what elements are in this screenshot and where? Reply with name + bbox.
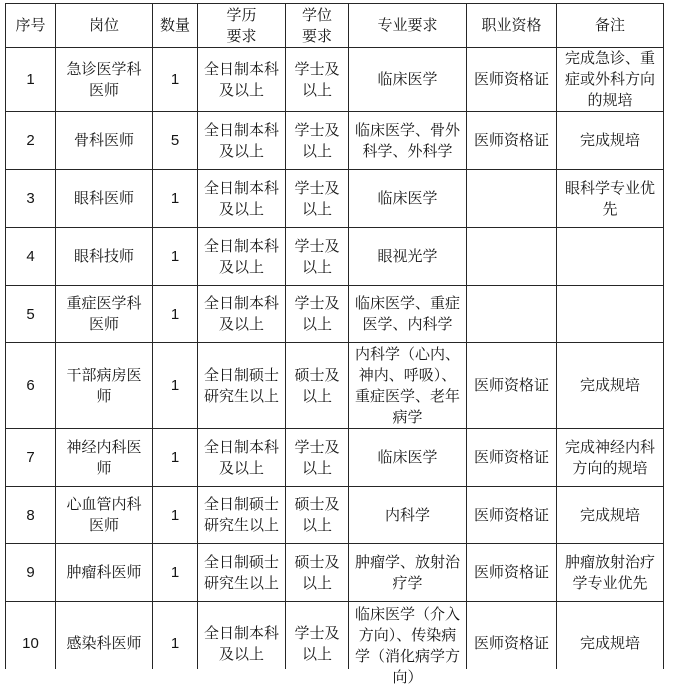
cell-quantity <box>153 112 198 170</box>
cell-major <box>349 48 467 112</box>
cell-quantity-text: 1 <box>170 449 180 466</box>
cell-major-text: 临床医学、骨外科学、外科学 <box>354 121 460 160</box>
cell-major-text: 临床医学（介入方向）、传染病学（消化病学方向） <box>354 606 460 686</box>
cell-education <box>198 602 286 670</box>
cell-remarks <box>557 112 664 170</box>
cell-remarks <box>557 228 664 286</box>
header-degree <box>286 4 349 48</box>
cell-education <box>198 429 286 487</box>
header-quantity <box>153 4 198 48</box>
cell-remarks-text: 完成规培 <box>579 506 640 524</box>
cell-degree-text: 学士及以上 <box>294 60 340 99</box>
cell-degree <box>286 112 349 170</box>
cell-quantity <box>153 544 198 602</box>
cell-major <box>349 487 467 544</box>
cell-education <box>198 48 286 112</box>
header-remarks-label: 备注 <box>594 17 625 34</box>
table-row <box>6 48 664 112</box>
cell-qualification <box>467 544 557 602</box>
table-row <box>6 228 664 286</box>
cell-education-text: 全日制本科及以上 <box>203 237 279 276</box>
cell-major-text: 内科学 <box>384 506 430 524</box>
cell-major <box>349 602 467 686</box>
cell-degree-text: 学士及以上 <box>294 438 340 477</box>
positions-table <box>5 3 664 686</box>
cell-quantity-text: 1 <box>170 564 180 581</box>
cell-degree <box>286 286 349 343</box>
cell-seq <box>6 48 56 112</box>
cell-quantity <box>153 487 198 544</box>
table-row <box>6 602 664 670</box>
cell-quantity-text: 1 <box>170 377 180 394</box>
table-row <box>6 170 664 228</box>
cell-education-text: 全日制本科及以上 <box>203 625 279 663</box>
cell-seq <box>6 228 56 286</box>
cell-position-text: 肿瘤科医师 <box>66 564 142 581</box>
cell-qualification <box>467 48 557 112</box>
cell-seq <box>6 429 56 487</box>
cell-seq-text: 7 <box>26 449 35 466</box>
cell-qualification-text: 医师资格证 <box>473 132 549 149</box>
cell-education <box>198 286 286 343</box>
cell-qualification <box>467 286 557 343</box>
cell-seq-text: 5 <box>26 305 35 323</box>
cell-position <box>56 48 153 112</box>
cell-major-text: 肿瘤学、放射治疗学 <box>354 553 460 592</box>
cell-education-text: 全日制硕士研究生以上 <box>203 496 279 534</box>
cell-major <box>349 286 467 343</box>
cell-qualification <box>467 170 557 228</box>
cell-education <box>198 544 286 602</box>
cell-seq-text: 10 <box>22 635 39 652</box>
cell-major-text: 临床医学 <box>377 71 438 88</box>
cell-qualification <box>467 228 557 286</box>
cell-position <box>56 429 153 487</box>
cell-degree <box>286 343 349 429</box>
cell-remarks <box>557 487 664 544</box>
cell-major <box>349 429 467 487</box>
cell-remarks <box>557 48 664 112</box>
cell-seq-text: 8 <box>26 506 35 524</box>
cell-major <box>349 228 467 286</box>
cell-remarks <box>557 544 664 602</box>
cell-quantity <box>153 228 198 286</box>
cell-major <box>349 112 467 170</box>
cell-position <box>56 544 153 602</box>
header-position <box>56 4 153 48</box>
cell-education-text: 全日制本科及以上 <box>203 60 279 99</box>
cell-education-text: 全日制本科及以上 <box>203 438 279 477</box>
table-row <box>6 286 664 343</box>
table-row <box>6 544 664 602</box>
cell-quantity <box>153 48 198 112</box>
cell-education-text: 全日制硕士研究生以上 <box>203 553 279 592</box>
cell-degree <box>286 48 349 112</box>
cell-remarks-text: 眼科学专业优先 <box>564 179 655 218</box>
cell-education-text: 全日制本科及以上 <box>203 179 279 218</box>
cell-quantity-text: 1 <box>170 635 180 652</box>
header-position-label: 岗位 <box>88 17 119 34</box>
header-qualification <box>467 4 557 48</box>
cell-education <box>198 343 286 429</box>
cell-education-text: 全日制本科及以上 <box>203 295 279 333</box>
table-header-row <box>6 4 664 48</box>
cell-degree-text: 学士及以上 <box>294 237 340 276</box>
cell-position <box>56 228 153 286</box>
cell-qualification-text: 医师资格证 <box>473 377 549 394</box>
cell-seq <box>6 602 56 670</box>
cell-qualification-text: 医师资格证 <box>473 71 549 88</box>
header-major <box>349 4 467 48</box>
cell-seq <box>6 170 56 228</box>
cell-major-text: 临床医学、重症医学、内科学 <box>354 295 460 333</box>
cell-seq <box>6 112 56 170</box>
table-row <box>6 429 664 487</box>
cell-qualification-text: 医师资格证 <box>473 506 549 524</box>
cell-remarks <box>557 170 664 228</box>
cell-remarks-text: 完成规培 <box>579 635 640 652</box>
cell-qualification <box>467 487 557 544</box>
cell-qualification-text: 医师资格证 <box>473 635 549 652</box>
cell-degree <box>286 487 349 544</box>
cell-quantity <box>153 429 198 487</box>
cell-seq-text: 1 <box>26 71 35 88</box>
cell-seq <box>6 544 56 602</box>
cell-remarks <box>557 602 664 670</box>
cell-qualification <box>467 602 557 670</box>
cell-quantity <box>153 343 198 429</box>
cell-major <box>349 544 467 602</box>
cell-quantity <box>153 602 198 670</box>
header-seq-label: 序号 <box>15 17 46 34</box>
cell-degree-text: 学士及以上 <box>294 179 340 218</box>
cell-degree <box>286 602 349 670</box>
header-qualification-label: 职业资格 <box>481 17 542 34</box>
cell-education <box>198 112 286 170</box>
table-row <box>6 343 664 429</box>
cell-qualification <box>467 112 557 170</box>
cell-position-text: 感染科医师 <box>66 635 142 652</box>
cell-position <box>56 487 153 544</box>
cell-seq <box>6 286 56 343</box>
cell-quantity-text: 1 <box>170 71 180 88</box>
cell-education <box>198 228 286 286</box>
cell-position-text: 骨科医师 <box>73 132 134 149</box>
cell-seq-text: 6 <box>26 377 35 394</box>
cell-qualification <box>467 429 557 487</box>
cell-quantity-text: 1 <box>170 506 180 524</box>
cell-degree <box>286 544 349 602</box>
cell-seq-text: 3 <box>26 190 35 207</box>
cell-seq-text: 9 <box>26 564 35 581</box>
cell-degree-text: 学士及以上 <box>294 625 340 663</box>
cell-position-text: 神经内科医师 <box>66 438 142 477</box>
cell-position-text: 眼科医师 <box>73 190 134 207</box>
cell-remarks-text: 完成规培 <box>579 132 640 149</box>
cell-qualification-text: 医师资格证 <box>473 449 549 466</box>
cell-seq <box>6 487 56 544</box>
cell-education <box>198 487 286 544</box>
cell-position-text: 干部病房医师 <box>66 366 142 405</box>
cell-major <box>349 170 467 228</box>
cell-remarks-text: 完成急诊、重症或外科方向的规培 <box>564 50 655 109</box>
cell-remarks <box>557 286 664 343</box>
cell-education-text: 全日制硕士研究生以上 <box>203 366 279 405</box>
cell-major-text: 内科学（心内、神内、呼吸）、重症医学、老年病学 <box>354 345 460 426</box>
cell-position-text: 眼科技师 <box>73 248 134 265</box>
cell-qualification <box>467 343 557 429</box>
cell-degree-text: 学士及以上 <box>294 121 340 160</box>
cell-position <box>56 112 153 170</box>
cell-degree-text: 硕士及以上 <box>294 553 340 592</box>
cell-quantity-text: 1 <box>170 248 180 265</box>
cell-remarks <box>557 343 664 429</box>
cell-major-text: 眼视光学 <box>377 248 438 265</box>
cell-major-text: 临床医学 <box>377 190 438 207</box>
cell-quantity-text: 1 <box>170 190 180 207</box>
cell-position-text: 重症医学科医师 <box>66 295 142 333</box>
table-row <box>6 112 664 170</box>
header-major-label: 专业要求 <box>377 17 438 34</box>
cell-seq-text: 4 <box>26 248 35 265</box>
cell-degree <box>286 170 349 228</box>
cell-seq <box>6 343 56 429</box>
cell-remarks-text: 完成规培 <box>579 377 640 394</box>
cell-major <box>349 343 467 429</box>
cell-remarks-text: 完成神经内科方向的规培 <box>564 438 655 477</box>
cell-quantity <box>153 170 198 228</box>
cell-qualification-text: 医师资格证 <box>473 564 549 581</box>
cell-education <box>198 170 286 228</box>
header-remarks <box>557 4 664 48</box>
cell-degree-text: 硕士及以上 <box>294 496 340 534</box>
header-seq <box>6 4 56 48</box>
cell-position <box>56 170 153 228</box>
cell-position-text: 心血管内科医师 <box>66 496 142 534</box>
cell-degree <box>286 228 349 286</box>
cell-seq-text: 2 <box>26 132 35 149</box>
header-education <box>198 4 286 48</box>
cell-quantity-text: 5 <box>170 132 180 149</box>
table-row <box>6 487 664 544</box>
cell-quantity-text: 1 <box>170 305 180 323</box>
header-education-label: 学历要求 <box>226 6 257 45</box>
cell-degree-text: 学士及以上 <box>294 295 340 333</box>
cell-position <box>56 343 153 429</box>
header-quantity-label: 数量 <box>159 17 190 34</box>
cell-position-text: 急诊医学科医师 <box>66 60 142 99</box>
cell-remarks <box>557 429 664 487</box>
table-body <box>6 48 664 686</box>
header-degree-label: 学位要求 <box>302 6 333 45</box>
cell-major-text: 临床医学 <box>377 449 438 466</box>
cell-remarks-text: 肿瘤放射治疗学专业优先 <box>564 553 655 592</box>
cell-education-text: 全日制本科及以上 <box>203 121 279 160</box>
cell-quantity <box>153 286 198 343</box>
cell-degree-text: 硕士及以上 <box>294 366 340 405</box>
cell-degree <box>286 429 349 487</box>
cell-position <box>56 602 153 670</box>
cell-position <box>56 286 153 343</box>
